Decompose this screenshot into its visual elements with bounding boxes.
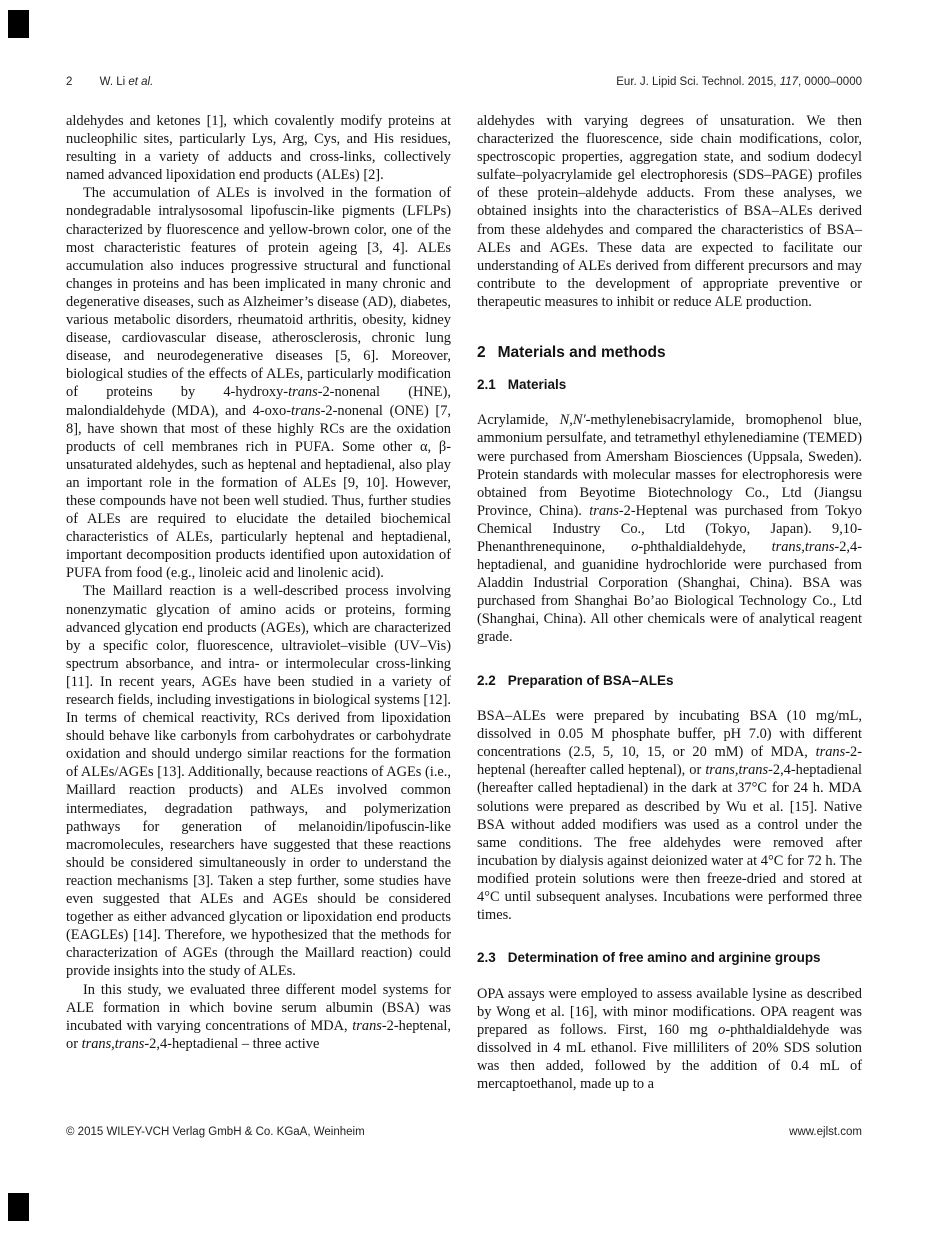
running-head-left [66, 76, 153, 88]
paragraph: The Maillard reaction is a well-described process involving nonenzymatic glycation of amino acids or proteins, forming advanced glycation end products (AGEs), which are characterized by a specific color, fluorescence, ultraviolet–visible (UV–Vis) spectrum absorbance, and intra- or intermolecular cross-linking [11]. In recent years, AGEs have been studied in a variety of research fields, including investigations in biological systems [12]. In terms of chemical reactivity, RCs derived from lipoxidation should behave like carbonyls from carbohydrates or carbohydrate oxidation and should undergo similar reactions for the formation of ALEs/AGEs [13]. Additionally, because reactions of AGEs (i.e., Maillard reaction products) and ALEs involved common intermediates, degradation pathways, and polymerization pathways for generation of melanoidin/lipofuscin-like macromolecules, researchers have suggested that these reactions should be considered simultaneously in order to understand the reaction mechanisms [3]. Taken a step further, some studies have even suggested that ALEs and AGEs should be considered together as either advanced glycation or lipoxidation end products (EAGLEs) [14]. Therefore, we hypothesized that the methods for characterization of AGEs (through the Maillard reaction) could provide insights into the study of ALEs. [66, 583, 451, 980]
paragraph: Acrylamide, N,N′-methylenebisacrylamide, bromophenol blue, ammonium persulfate, and tetramethyl ethylenediamine (TEMED) were purchased from Amersham Biosciences (Uppsala, Sweden). Protein standards with molecular masses for electrophoresis were obtained from Beyotime Biotechnology Co., Ltd (Jiangsu Province, China). trans-2-Heptenal was purchased from Tokyo Chemical Industry Co., Ltd (Tokyo, Japan). 9,10-Phenanthrenequinone, o-phthaldialdehyde, trans,trans-2,4-heptadienal, and guanidine hydrochloride were purchased from Aladdin Industrial Corporation (Shanghai, China). BSA was purchased from Shanghai Bo’ao Biological Technology Co., Ltd (Shanghai, China). All other chemicals were of analytical reagent grade. [477, 412, 863, 646]
copyright-notice: © 2015 WILEY-VCH Verlag GmbH & Co. KGaA, Weinheim [66, 1126, 365, 1138]
section-number: 2.2 [477, 672, 496, 688]
right-column [477, 112, 862, 1093]
paragraph: BSA–ALEs were prepared by incubating BSA (10 mg/mL, dissolved in 0.05 M phosphate buffer, pH 7.0) with different concentrations (2.5, 5, 10, 15, or 20 mM) of MDA, trans-2-heptenal (hereafter called heptenal), or trans,trans-2,4-heptadienal (hereafter called heptadienal) in the dark at 37°C for 24 h. MDA solutions were prepared as described by Wu et al. [15]. Native BSA without added modifiers was used as a control under the same conditions. The free aldehydes were removed after incubation by dialysis against deionized water at 4°C for 72 h. The modified protein solutions were then freeze-dried and stored at 4°C until subsequent analyses. Incubations were performed three times. [477, 708, 862, 924]
paragraph: aldehydes and ketones [1], which covalently modify proteins at nucleophilic sites, particularly Lys, Arg, Cys, and His residues, resulting in a variety of adducts and cross-links, collectively named advanced lipoxidation end products (ALEs) [2]. [66, 113, 451, 184]
section-number: 2.1 [477, 376, 496, 392]
section-number: 2 [477, 344, 486, 362]
left-column [66, 112, 451, 1093]
page-header [66, 76, 862, 88]
subsection-heading [477, 673, 862, 689]
section-title: Materials [507, 376, 567, 392]
paragraph: aldehydes with varying degrees of unsaturation. We then characterized the fluorescence, side chain modifications, color, spectroscopic properties, aggregation state, and sodium dodecyl sulfate–polyacrylamide gel electrophoresis (SDS–PAGE) profiles of these protein–aldehyde adducts. From these analyses, we obtained insights into the characteristics of BSA–ALEs derived from these aldehydes and compared the characteristics of BSA–ALEs and AGEs. These data are expected to facilitate our understanding of ALEs derived from different precursors and may contribute to the development of appropriate preventive or therapeutic measures to inhibit or reduce ALE production. [477, 113, 862, 310]
section-title: Preparation of BSA–ALEs [507, 672, 674, 688]
two-column-body [66, 112, 862, 1093]
paragraph: OPA assays were employed to assess available lysine as described by Wong et al. [16], with minor modifications. OPA reagent was prepared as follows. First, 160 mg o-phthaldialdehyde was dissolved in 4 mL ethanol. Five milliliters of 20% SDS solution was then added, followed by the addition of 0.4 mL of mercaptoethanol, made up to a [477, 985, 863, 1093]
section-title: Determination of free amino and arginine groups [507, 950, 821, 966]
journal-website: www.ejlst.com [789, 1126, 862, 1138]
paragraph: In this study, we evaluated three different model systems for ALE formation in which bovine serum albumin (BSA) was incubated with varying concentrations of MDA, trans-2-heptenal, or trans,trans-2,4-heptadienal – three active [66, 981, 451, 1052]
subsection-heading [477, 950, 862, 966]
journal-citation: Eur. J. Lipid Sci. Technol. 2015, 117, 0000–0000 [616, 76, 862, 88]
section-title: Materials and methods [497, 344, 666, 362]
paragraph: The accumulation of ALEs is involved in the formation of nondegradable intralysosomal lipofuscin-like pigments (LFLPs) characterized by fluorescence and yellow-brown color, one of the most characteristic features of protein ageing [3, 4]. ALEs accumulation also induces progressive structural and functional changes in proteins and has been implicated in many chronic and degenerative diseases, such as Alzheimer’s disease (AD), diabetes, various metabolic disorders, rheumatoid arthritis, obesity, kidney disease, cardiovascular disease, atherosclerosis, chronic lung disease, and neurodegenerative diseases [5, 6]. Moreover, biological studies of the effects of ALEs, particularly modification of proteins by 4-hydroxy-trans-2-nonenal (HNE), malondialdehyde (MDA), and 4-oxo-trans-2-nonenal (ONE) [7, 8], have shown that most of these highly RCs are the oxidation products of cell membranes rich in PUFA. Some other α, β-unsaturated aldehydes, such as heptenal and heptadienal, also play an important role in the formation of ALEs [9, 10]. However, these compounds have not been well studied. Thus, further studies of ALEs are required to elucidate the detailed biochemical characteristics of ALEs, particularly heptenal and heptadienal, important decomposition products identified upon autoxidation of PUFA from food (e.g., linoleic acid and linolenic acid). [66, 185, 451, 582]
page-number: 2 [66, 76, 73, 88]
section-heading [477, 344, 862, 362]
page-footer [66, 1126, 862, 1138]
subsection-heading [477, 377, 862, 393]
registration-mark-bottom [8, 1193, 29, 1221]
section-number: 2.3 [477, 950, 496, 966]
registration-mark-top [8, 10, 29, 38]
running-authors: W. Li et al. [99, 76, 154, 88]
